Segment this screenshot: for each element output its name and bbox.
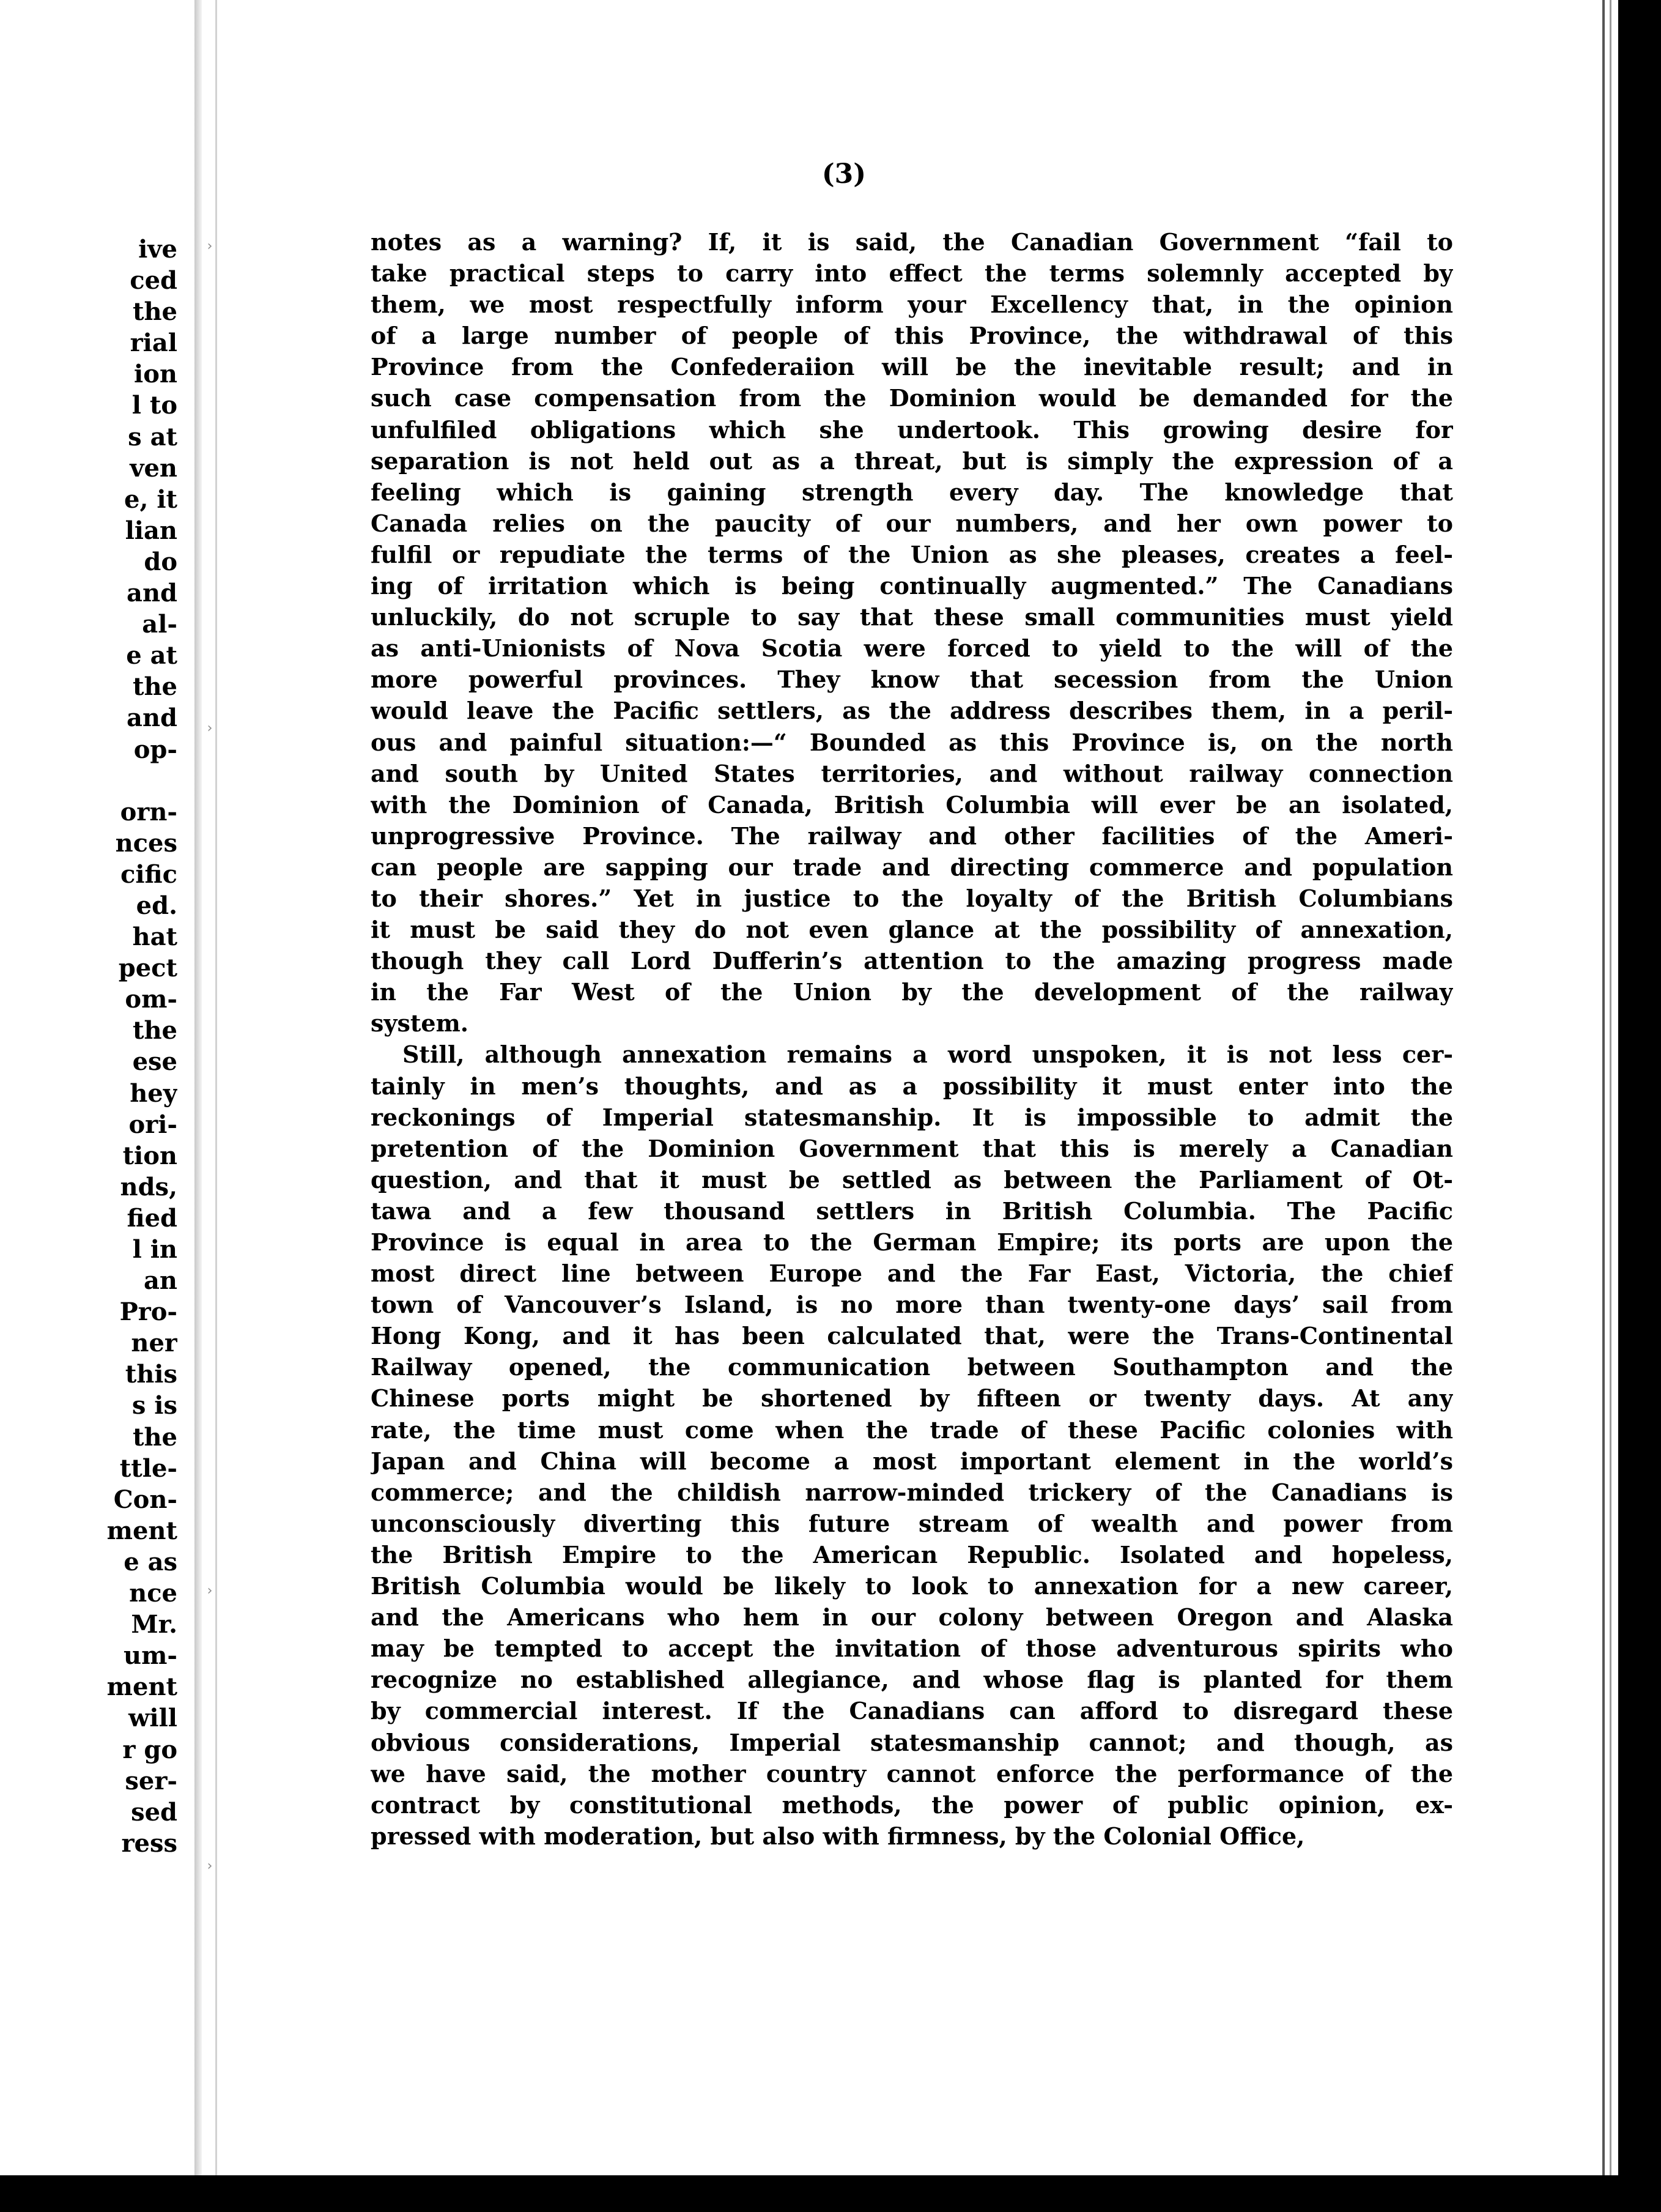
facing-page-line — [0, 765, 177, 796]
text-line: Hong Kong, and it has been calculated that, were the Trans-Continental — [371, 1322, 1453, 1350]
text-line: to their shores.” Yet in justice to the loyalty of the British Columbians — [371, 884, 1453, 912]
facing-page-line: will — [128, 1704, 177, 1733]
text-line: tawa and a few thousand settlers in British Columbia. The Pacific — [371, 1197, 1453, 1225]
text-line: with the Dominion of Canada, British Columbia will ever be an isolated, — [371, 790, 1453, 818]
facing-page-line: and — [127, 703, 177, 733]
facing-page-fragment — [0, 0, 183, 2175]
facing-page-line: Mr. — [131, 1610, 177, 1639]
facing-page-line: tion — [122, 1141, 177, 1170]
text-line: unluckily, do not scruple to say that these small communities must yield — [371, 603, 1453, 631]
stitch-mark: › — [207, 239, 213, 254]
facing-page-line: this — [125, 1360, 177, 1389]
text-line: we have said, the mother country cannot enforce the performance of the — [371, 1759, 1453, 1787]
text-line: town of Vancouver’s Island, is no more than twenty-one days’ sail from — [371, 1291, 1453, 1319]
facing-page-line-ends — [0, 234, 177, 1859]
text-line: in the Far West of the Union by the development of the railway — [371, 978, 1453, 1006]
text-line: Japan and China will become a most important element in the world’s — [371, 1447, 1453, 1475]
text-line: it must be said they do not even glance at the possibility of annexation, — [371, 916, 1453, 944]
facing-page-line: Con- — [113, 1485, 177, 1514]
facing-page-line: lian — [125, 516, 177, 545]
facing-page-line: e at — [126, 641, 177, 670]
facing-page-line: om- — [125, 985, 177, 1014]
page-edge — [1610, 0, 1611, 2175]
facing-page-line: the — [132, 297, 177, 327]
facing-page-line: cific — [120, 859, 177, 889]
facing-page-line: e as — [124, 1547, 177, 1576]
text-line: fulfil or repudiate the terms of the Union as she pleases, creates a feel- — [371, 540, 1453, 568]
text-line: as anti-Unionists of Nova Scotia were forced to yield to the will of the — [371, 634, 1453, 662]
facing-page-line: nce — [129, 1579, 177, 1608]
text-line: Province is equal in area to the German Empire; its ports are upon the — [371, 1228, 1453, 1256]
facing-page-line: s is — [131, 1391, 177, 1420]
facing-page-line: ttle- — [119, 1453, 177, 1483]
text-line: more powerful provinces. They know that secession from the Union — [371, 666, 1453, 694]
facing-page-line: op- — [133, 735, 177, 764]
text-line: of a large number of people of this Province, the withdrawal of this — [371, 322, 1453, 350]
body-text — [371, 226, 1453, 1852]
facing-page-line: sed — [131, 1797, 177, 1827]
page-number: (3) — [821, 158, 867, 190]
stitch-mark: › — [207, 1583, 213, 1598]
text-line: take practical steps to carry into effect the terms solemnly accepted by — [371, 259, 1453, 288]
facing-page-line: l in — [132, 1235, 177, 1264]
text-line: Chinese ports might be shortened by fifteen or twenty days. At any — [371, 1384, 1453, 1412]
text-line: such case compensation from the Dominion would be demanded for the — [371, 384, 1453, 412]
facing-page-line: the — [132, 1016, 177, 1045]
facing-page-line: um- — [123, 1641, 177, 1671]
facing-page-line: an — [144, 1266, 177, 1296]
facing-page-line: ion — [134, 360, 177, 389]
facing-page-line: r go — [122, 1735, 177, 1764]
text-line: unprogressive Province. The railway and other facilities of the Ameri- — [371, 822, 1453, 850]
text-line: contract by constitutional methods, the power of public opinion, ex- — [371, 1791, 1453, 1819]
text-line: feeling which is gaining strength every day. The knowledge that — [371, 478, 1453, 506]
text-line: ous and painful situation:—“ Bounded as this Province is, on the north — [371, 728, 1453, 756]
text-line: most direct line between Europe and the Far East, Victoria, the chief — [371, 1260, 1453, 1288]
facing-page-line: ser- — [125, 1766, 177, 1795]
facing-page-line: l to — [131, 391, 177, 420]
facing-page-line: nds, — [120, 1172, 177, 1201]
text-line: unfulfiled obligations which she undertook. This growing desire for — [371, 415, 1453, 444]
scan-border-bottom — [0, 2175, 1661, 2212]
page-edge — [1602, 0, 1605, 2175]
text-line: ing of irritation which is being continually augmented.” The Canadians — [371, 572, 1453, 600]
text-line: would leave the Pacific settlers, as the address describes them, in a peril- — [371, 697, 1453, 725]
facing-page-line: ive — [138, 235, 177, 264]
facing-page-line: and — [127, 579, 177, 608]
text-line: and the Americans who hem in our colony between Oregon and Alaska — [371, 1603, 1453, 1631]
scan-border-right — [1618, 0, 1661, 2212]
facing-page-line: nces — [115, 828, 177, 858]
text-line: pressed with moderation, but also with firmness, by the Colonial Office, — [371, 1822, 1305, 1850]
facing-page-line: ven — [130, 453, 177, 483]
facing-page-line: do — [144, 547, 177, 576]
text-line: British Columbia would be likely to look to annexation for a new career, — [371, 1572, 1453, 1600]
text-line: the British Empire to the American Republic. Isolated and hopeless, — [371, 1540, 1453, 1568]
text-line: Still, although annexation remains a word unspoken, it is not less cer- — [402, 1041, 1453, 1069]
facing-page-line: rial — [130, 328, 177, 358]
facing-page-line: s at — [128, 422, 177, 451]
facing-page-line: orn- — [120, 797, 177, 826]
text-line: Province from the Confederaiion will be the inevitable result; and in — [371, 353, 1453, 381]
text-line: by commercial interest. If the Canadians can afford to disregard these — [371, 1697, 1453, 1725]
text-line: tainly in men’s thoughts, and as a possibility it must enter into the — [371, 1072, 1453, 1100]
facing-page-line: the — [132, 1422, 177, 1452]
text-line: reckonings of Imperial statesmanship. It is impossible to admit the — [371, 1103, 1453, 1131]
text-line: them, we most respectfully inform your Excellency that, in the opinion — [371, 291, 1453, 319]
text-line: may be tempted to accept the invitation of those adventurous spirits who — [371, 1635, 1453, 1663]
facing-page-line: ced — [130, 266, 177, 295]
facing-page-line: al- — [142, 610, 177, 639]
facing-page-line: Pro- — [119, 1297, 177, 1327]
stitch-mark: › — [207, 721, 213, 736]
text-line: though they call Lord Dufferin’s attention to the amazing progress made — [371, 947, 1453, 975]
text-line: can people are sapping our trade and directing commerce and population — [371, 853, 1453, 881]
facing-page-line: pect — [118, 954, 177, 983]
facing-page-line: hey — [130, 1078, 177, 1108]
facing-page-line: fied — [127, 1203, 177, 1233]
text-line: and south by United States territories, and without railway connection — [371, 759, 1453, 787]
stitch-mark: › — [207, 1858, 213, 1874]
text-line: question, and that it must be settled as between the Parliament of Ot- — [371, 1165, 1453, 1193]
facing-page-line: ed. — [136, 891, 177, 920]
text-line: obvious considerations, Imperial statesmanship cannot; and though, as — [371, 1728, 1453, 1756]
facing-page-line: ori- — [128, 1110, 177, 1139]
text-line: separation is not held out as a threat, but is simply the expression of a — [371, 447, 1453, 475]
text-line: commerce; and the childish narrow-minded trickery of the Canadians is — [371, 1478, 1453, 1506]
text-line: notes as a warning? If, it is said, the Canadian Government “fail to — [371, 228, 1453, 256]
facing-page-line: ment — [106, 1516, 177, 1545]
facing-page-line: ese — [132, 1047, 177, 1077]
text-line: Canada relies on the paucity of our numbers, and her own power to — [371, 509, 1453, 537]
facing-page-line: e, it — [124, 484, 177, 514]
facing-page-line: hat — [132, 922, 177, 952]
text-line: system. — [371, 1009, 469, 1037]
text-line: Railway opened, the communication between Southampton and the — [371, 1353, 1453, 1381]
text-line: pretention of the Dominion Government that this is merely a Canadian — [371, 1134, 1453, 1162]
binding-shadow — [194, 0, 202, 2175]
binding-line — [215, 0, 217, 2175]
text-line: rate, the time must come when the trade of these Pacific colonies with — [371, 1416, 1453, 1444]
text-line: recognize no established allegiance, and whose flag is planted for them — [371, 1666, 1453, 1694]
facing-page-line: ner — [131, 1329, 177, 1358]
facing-page-line: ment — [106, 1672, 177, 1702]
facing-page-line: ress — [121, 1828, 177, 1858]
facing-page-line: the — [132, 672, 177, 702]
text-line: unconsciously diverting this future stream of wealth and power from — [371, 1509, 1453, 1537]
